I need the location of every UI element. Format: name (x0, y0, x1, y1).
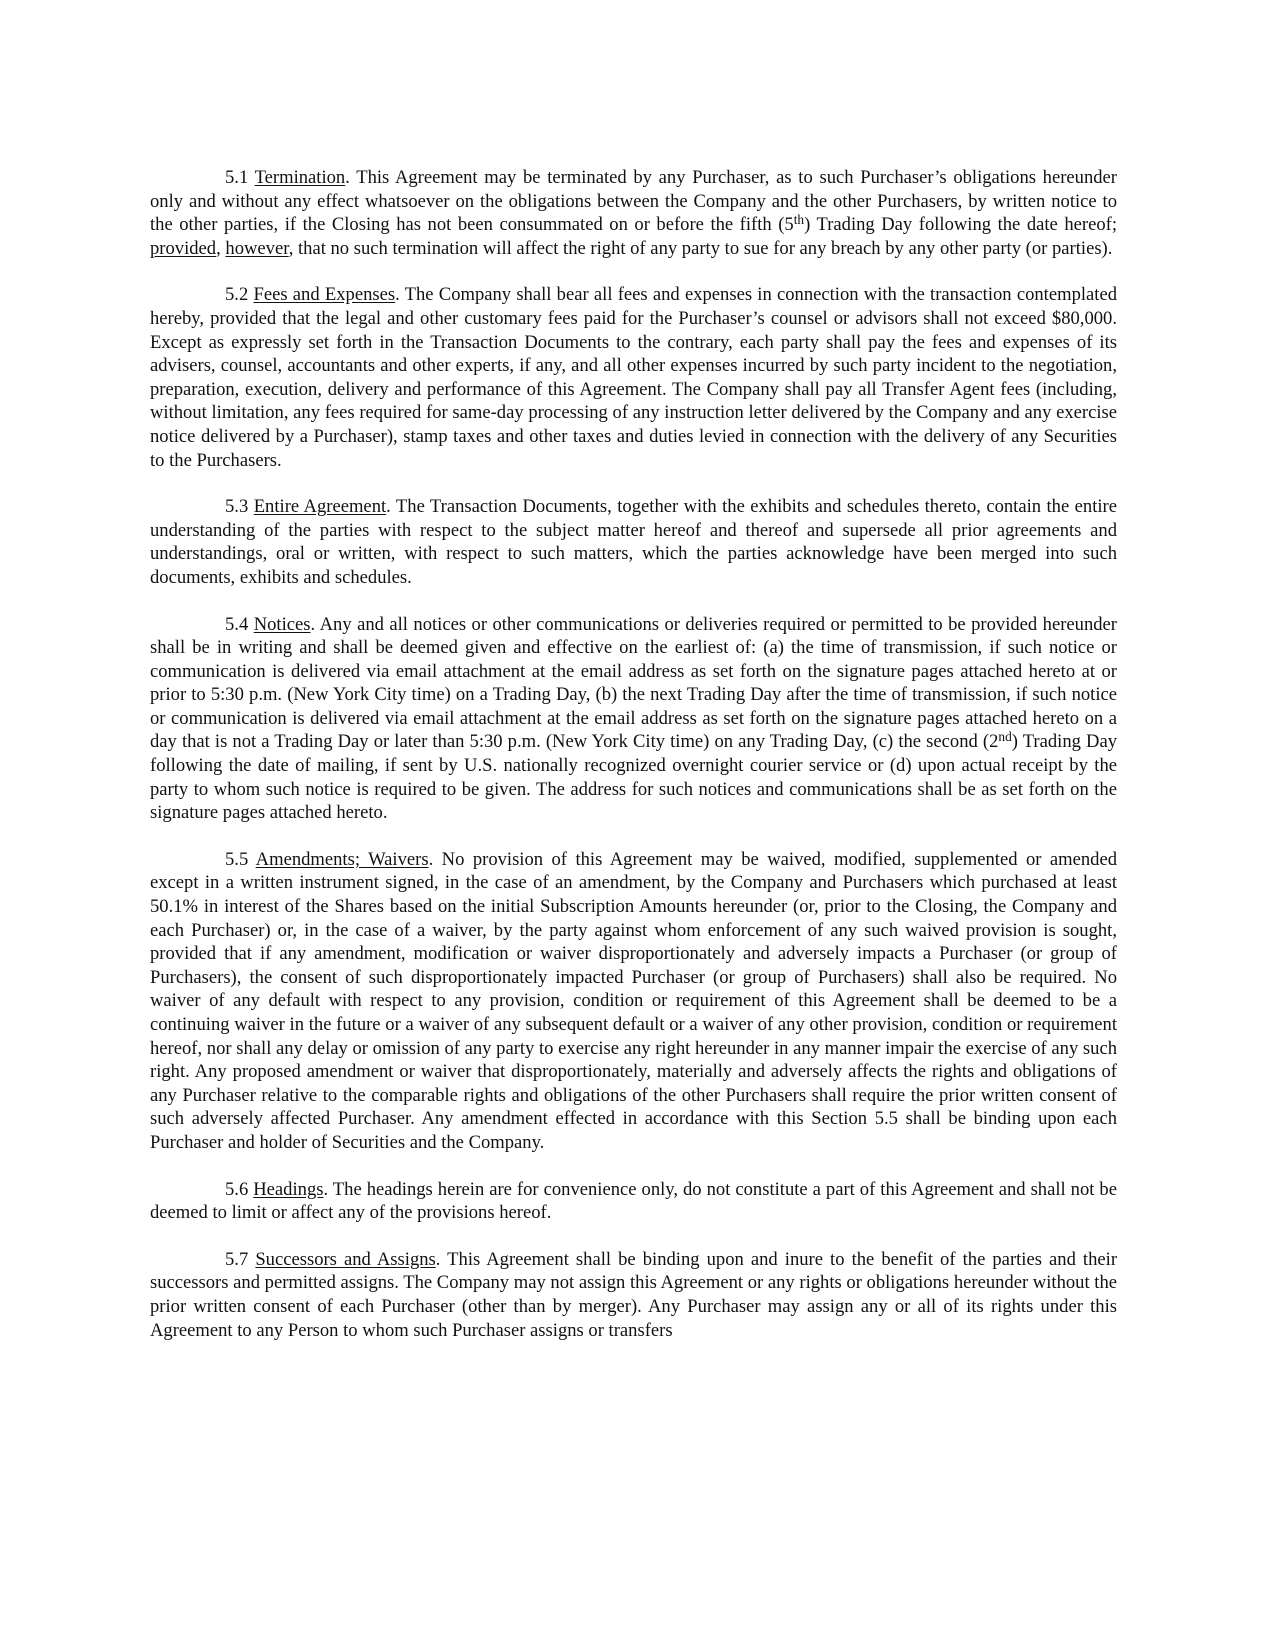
underlined-term: provided (150, 237, 217, 259)
section-number: 5.3 (225, 496, 249, 518)
section-5-6-headings (150, 1178, 1117, 1225)
superscript: nd (998, 729, 1012, 745)
section-body: . This Agreement may be terminated by any Purchaser, as to such Purchaser’s obligations hereunder only and without any effect whatsoever on the obligations between the Company and the other Purchasers, by written notice to the other parties, if the Closing has not been consummated on or before the fifth (5 (150, 167, 1117, 236)
section-body: ) Trading Day following the date hereof; (804, 214, 1117, 236)
section-number: 5.5 (225, 848, 249, 870)
section-number: 5.6 (225, 1178, 249, 1200)
section-body: , (216, 237, 226, 259)
section-5-5-amendments-waivers (150, 848, 1117, 1155)
section-number: 5.1 (225, 167, 249, 188)
section-body: . This Agreement shall be binding upon and inure to the benefit of the parties and their successors and permitted assigns. The Company may not assign this Agreement or any rights or obligations hereunder without the prior written consent of each Purchaser (other than by merger). Any Purchaser may assign any or all of its rights under this Agreement to any Person to whom such Purchaser assigns or transfers (150, 1248, 1118, 1341)
section-number: 5.2 (225, 284, 249, 306)
section-heading: Fees and Expenses (253, 284, 396, 306)
section-5-7-successors-and-assigns (150, 1248, 1117, 1342)
section-body: . The headings herein are for convenience only, do not constitute a part of this Agreement and shall not be deemed to limit or affect any of the provisions hereof. (150, 1178, 1117, 1224)
section-body: . Any and all notices or other communications or deliveries required or permitted to be provided hereunder shall be in writing and shall be deemed given and effective on the earliest of: (a) the time of transmission, if such notice or communication is delivered via email attachment at the email address as set forth on the signature pages attached hereto at or prior to 5:30 p.m. (New York City time) on a Trading Day, (b) the next Trading Day after the time of transmission, if such notice or communication is delivered via email attachment at the email address as set forth on the signature pages attached hereto on a day that is not a Trading Day or later than 5:30 p.m. (New York City time) on any Trading Day, (c) the second (2 (150, 613, 1117, 753)
section-body: , that no such termination will affect the right of any party to sue for any breach by any other party (or parties). (288, 237, 1113, 259)
section-5-3-entire-agreement (150, 495, 1117, 589)
document-page (150, 166, 1117, 1342)
section-body: . The Company shall bear all fees and expenses in connection with the transaction contemplated hereby, provided that the legal and other customary fees paid for the Purchaser’s counsel or advisors shall not exceed $80,000. Except as expressly set forth in the Transaction Documents to the contrary, each party shall pay the fees and expenses of its advisers, counsel, accountants and other experts, if any, and all other expenses incurred by such party incident to the negotiation, preparation, execution, delivery and performance of this Agreement. The Company shall pay all Transfer Agent fees (including, without limitation, any fees required for same-day processing of any instruction letter delivered by the Company and any exercise notice delivered by a Purchaser), stamp taxes and other taxes and duties levied in connection with the delivery of any Securities to the Purchasers. (150, 284, 1117, 471)
section-body: . The Transaction Documents, together with the exhibits and schedules thereto, contain the entire understanding of the parties with respect to the subject matter hereof and thereof and supersede all prior agreements and understandings, oral or written, with respect to such matters, which the parties acknowledge have been merged into such documents, exhibits and schedules. (150, 496, 1117, 588)
section-number: 5.4 (225, 613, 249, 635)
section-heading: Headings (253, 1178, 324, 1200)
section-heading: Termination (254, 167, 346, 188)
section-heading: Entire Agreement (253, 496, 387, 518)
section-body: ) Trading Day following the date of mailing, if sent by U.S. nationally recognized overnight courier service or (d) upon actual receipt by the party to whom such notice is required to be given. The address for such notices and communications shall be as set forth on the signature pages attached hereto. (150, 731, 1117, 824)
section-heading: Amendments; Waivers (255, 848, 429, 870)
underlined-term: however (225, 237, 289, 259)
section-body: . No provision of this Agreement may be waived, modified, supplemented or amended except in a written instrument signed, in the case of an amendment, by the Company and Purchasers which purchased at least 50.1% in interest of the Shares based on the initial Subscription Amounts hereunder (or, prior to the Closing, the Company and each Purchaser) or, in the case of a waiver, by the party against whom enforcement of any such waived provision is sought, provided that if any amendment, modification or waiver disproportionately and adversely impacts a Purchaser (or group of Purchasers), the consent of such disproportionately impacted Purchaser (or group of Purchasers) shall also be required. No waiver of any default with respect to any provision, condition or requirement of this Agreement shall be deemed to be a continuing waiver in the future or a waiver of any subsequent default or a waiver of any other provision, condition or requirement hereof, nor shall any delay or omission of any party to exercise any right hereunder in any manner impair the exercise of any such right. Any proposed amendment or waiver that disproportionately, materially and adversely affects the rights and obligations of any Purchaser relative to the comparable rights and obligations of the other Purchasers shall require the prior written consent of such adversely affected Purchaser. Any amendment effected in accordance with this Section 5.5 shall be binding upon each Purchaser and holder of Securities and the Company. (150, 848, 1117, 1153)
superscript: th (793, 212, 805, 228)
section-5-1-termination (150, 166, 1117, 260)
section-heading: Notices (253, 613, 311, 635)
section-heading: Successors and Assigns (255, 1248, 436, 1270)
section-5-4-notices (150, 613, 1117, 825)
section-5-2-fees-and-expenses (150, 283, 1117, 472)
section-number: 5.7 (225, 1248, 249, 1270)
